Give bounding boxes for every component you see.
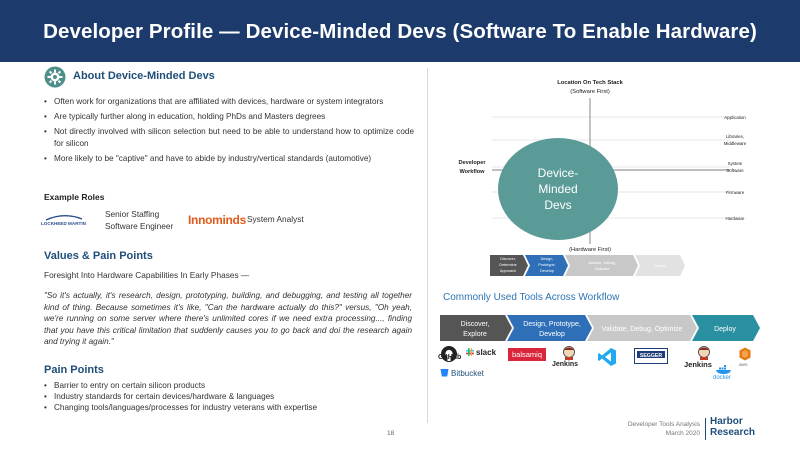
gear-icon [44, 66, 66, 88]
jenkins-logo-text: Jenkins [552, 361, 579, 368]
tools-workflow [435, 312, 765, 344]
slack-logo-text: slack [476, 348, 497, 357]
bubble-label: Devs [544, 198, 572, 212]
stack-application: Application [724, 115, 746, 120]
matrix-bottom-sub: (Hardware First) [569, 247, 611, 253]
stack-hardware: Hardware [725, 216, 745, 221]
footer-line: Developer Tools Analysis [627, 421, 700, 428]
pain-bullets [44, 380, 414, 414]
list-item: • Changing tools/languages/processes for industry veterans with expertise [44, 402, 414, 413]
docker-logo-text: docker [713, 375, 732, 381]
stack-software: Software [726, 168, 744, 173]
footer-text [628, 420, 700, 438]
innominds-logo: Innominds [188, 213, 246, 227]
bitbucket-icon [440, 368, 449, 377]
svg-text:Develop: Develop [539, 331, 565, 338]
matrix-left-label: Developer [458, 160, 486, 166]
matrix-left-label: Workflow [459, 169, 485, 175]
harbor-research-logo: Harbor Research [710, 416, 756, 438]
lockheed-martin-logo [40, 213, 100, 227]
svg-text:Approach: Approach [499, 269, 517, 273]
stack-system: System [727, 161, 743, 166]
title-bar [0, 0, 800, 62]
tech-stack-matrix [430, 72, 770, 282]
matrix-top-sub: (Software First) [570, 89, 610, 95]
stack-libraries: Libraries, [725, 134, 745, 139]
github-logo-text: GitHub [438, 354, 462, 361]
role-line: Senior Staffing [105, 209, 160, 219]
vscode-icon [597, 347, 617, 367]
svg-text:Deploy: Deploy [654, 264, 666, 268]
jenkins-icon [697, 345, 711, 361]
stack-middleware: Middleware [723, 141, 747, 146]
aws-logo-text: AWS [739, 363, 748, 367]
docker-icon [715, 365, 733, 375]
footer-line: March 2020 [665, 430, 700, 437]
svg-text:Determine: Determine [499, 263, 517, 267]
values-subtitle: Foresight Into Hardware Capabilities In Early Phases — [44, 270, 250, 280]
slack-icon [465, 347, 475, 357]
svg-text:Prototype,: Prototype, [538, 263, 556, 267]
svg-text:Explore: Explore [463, 331, 487, 338]
svg-text:Design, Prototype,: Design, Prototype, [523, 321, 581, 328]
role-line: Software Engineer [105, 220, 174, 231]
svg-text:Optimize: Optimize [594, 267, 610, 271]
jenkins-logo-text: Jenkins [684, 360, 712, 369]
bubble-label: Minded [538, 182, 578, 196]
matrix-top-label: Location On Tech Stack [557, 80, 623, 86]
list-item: • Barrier to entry on certain silicon products [44, 380, 414, 391]
mini-workflow [490, 255, 685, 276]
role-senior-staffing [105, 209, 173, 232]
svg-text:Develop: Develop [540, 269, 554, 273]
segger-icon [634, 348, 668, 364]
page-number: 18 [387, 430, 395, 437]
svg-text:Discover,: Discover, [460, 321, 490, 328]
role-system-analyst: System Analyst [247, 214, 304, 224]
values-title: Values & Pain Points [44, 250, 153, 262]
bitbucket-logo-text: Bitbucket [451, 369, 484, 378]
about-title: About Device-Minded Devs [73, 70, 215, 82]
mini-step-validate [565, 255, 638, 276]
jenkins-icon [562, 345, 576, 361]
stack-firmware: Firmware [725, 190, 745, 195]
bubble-label: Device- [537, 166, 579, 180]
svg-text:Deploy: Deploy [714, 326, 736, 333]
tools-title: Commonly Used Tools Across Workflow [443, 292, 620, 303]
example-roles-title: Example Roles [44, 192, 105, 202]
column-divider [427, 68, 428, 423]
aws-icon [739, 347, 751, 361]
footer-divider [705, 418, 706, 440]
list-item: • More likely to be "captive" and have to abide by industry/vertical standards (automotive) [44, 153, 414, 164]
list-item: • Industry standards for certain devices/hardware & languages [44, 391, 414, 402]
page-title: Developer Profile — Device-Minded Devs (Software To Enable Hardware) [43, 20, 757, 43]
svg-text:Validate, Debug, Optimize: Validate, Debug, Optimize [601, 326, 683, 333]
interview-quote: "So it's actually, it's research, design, prototyping, building, and debugging, and testing all together kind of thing. Because sometimes it's like, "Can the hardware actually do this?" versus, "Oh yeah, we're running on some server where there's unlimited cores if we need extra processing..., finding that you have this critical limitation that suddenly causes you to go back and doi the research again and trying it again." [44, 291, 412, 347]
svg-text:Design,: Design, [540, 257, 554, 261]
list-item: • Often work for organizations that are affiliated with devices, hardware or system integrators [44, 96, 414, 107]
svg-text:Validate, Debug,: Validate, Debug, [588, 261, 616, 265]
balsamiq-logo: balsamiq [508, 348, 546, 361]
pain-points-title: Pain Points [44, 364, 104, 376]
list-item: • Are typically further along in education, holding PhDs and Masters degrees [44, 111, 414, 122]
list-item: • Not directly involved with silicon selection but need to be able to understand how to optimize code for silicon [44, 126, 414, 148]
svg-text:LOCKHEED MARTIN: LOCKHEED MARTIN [41, 221, 86, 226]
svg-text:Discover,: Discover, [500, 257, 516, 261]
svg-text:SEGGER: SEGGER [639, 352, 663, 359]
about-bullets [44, 96, 414, 168]
